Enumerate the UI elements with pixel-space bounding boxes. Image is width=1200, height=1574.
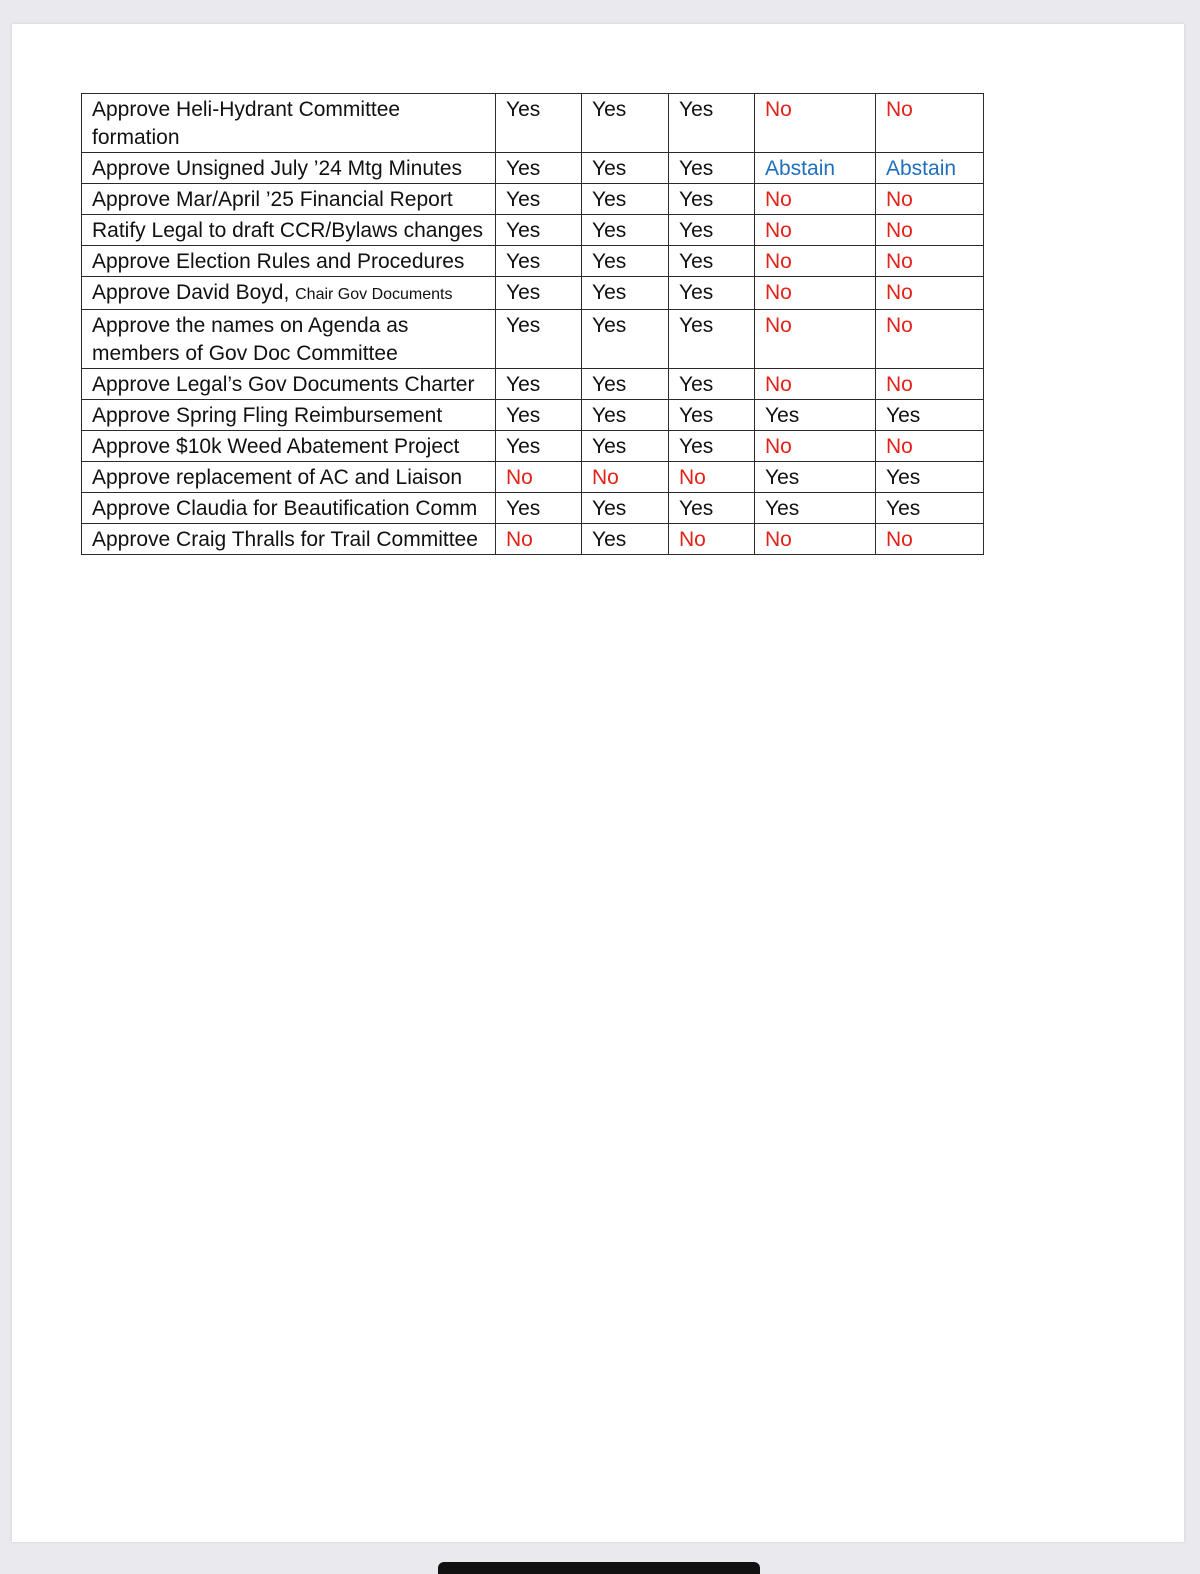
votes-table: [81, 93, 984, 555]
vote-value: No: [886, 219, 913, 242]
vote-cell: [496, 369, 582, 400]
motion-cell: [82, 215, 496, 246]
vote-value: Yes: [506, 281, 541, 304]
vote-cell: [755, 310, 876, 369]
motion-cell: [82, 369, 496, 400]
vote-cell: [669, 94, 755, 153]
vote-cell: [876, 369, 984, 400]
vote-cell: [669, 462, 755, 493]
vote-value: No: [506, 466, 533, 489]
vote-value: Yes: [592, 373, 627, 396]
vote-cell: [669, 246, 755, 277]
vote-value: No: [765, 250, 792, 273]
vote-value: No: [765, 373, 792, 396]
vote-value: Yes: [679, 404, 714, 427]
motion-cell: [82, 94, 496, 153]
vote-cell: [582, 462, 669, 493]
vote-value: Yes: [592, 435, 627, 458]
vote-value: Yes: [592, 188, 627, 211]
motion-text: Ratify Legal to draft CCR/Bylaws changes: [92, 219, 484, 242]
vote-value: Yes: [679, 314, 714, 337]
vote-value: No: [765, 98, 792, 121]
vote-cell: [876, 524, 984, 555]
motion-cell: [82, 462, 496, 493]
vote-cell: [876, 462, 984, 493]
vote-value: No: [886, 250, 913, 273]
vote-value: No: [506, 528, 533, 551]
motion-cell: [82, 493, 496, 524]
table-row: [82, 400, 984, 431]
vote-value: Yes: [506, 373, 541, 396]
table-row: [82, 153, 984, 184]
vote-cell: [755, 493, 876, 524]
vote-value: Yes: [679, 98, 714, 121]
vote-cell: [496, 215, 582, 246]
motion-text: Approve $10k Weed Abatement Project: [92, 435, 460, 458]
vote-value: No: [765, 528, 792, 551]
vote-value: Yes: [679, 281, 714, 304]
vote-cell: [876, 184, 984, 215]
vote-value: No: [679, 466, 706, 489]
vote-cell: [755, 400, 876, 431]
vote-cell: [496, 277, 582, 310]
table-row: [82, 462, 984, 493]
vote-cell: [582, 369, 669, 400]
vote-value: Yes: [679, 373, 714, 396]
vote-cell: [582, 310, 669, 369]
vote-cell: [755, 431, 876, 462]
vote-cell: [496, 153, 582, 184]
vote-cell: [582, 184, 669, 215]
vote-cell: [582, 493, 669, 524]
vote-value: Yes: [592, 497, 627, 520]
vote-value: Yes: [679, 188, 714, 211]
vote-value: Yes: [506, 219, 541, 242]
vote-value: Yes: [592, 528, 627, 551]
vote-value: Yes: [592, 157, 627, 180]
vote-value: No: [765, 188, 792, 211]
vote-value: Yes: [679, 435, 714, 458]
vote-value: No: [765, 314, 792, 337]
vote-cell: [496, 431, 582, 462]
vote-cell: [496, 462, 582, 493]
vote-value: Yes: [886, 497, 921, 520]
vote-cell: [496, 524, 582, 555]
vote-cell: [582, 215, 669, 246]
vote-value: No: [765, 219, 792, 242]
vote-cell: [755, 524, 876, 555]
vote-value: Abstain: [886, 157, 957, 180]
vote-value: Yes: [765, 497, 800, 520]
motion-text: Approve Craig Thralls for Trail Committee: [92, 528, 478, 551]
vote-value: Yes: [592, 404, 627, 427]
motion-cell: [82, 184, 496, 215]
vote-cell: [582, 246, 669, 277]
vote-value: No: [765, 435, 792, 458]
vote-cell: [669, 431, 755, 462]
vote-cell: [669, 153, 755, 184]
vote-value: Yes: [506, 188, 541, 211]
home-indicator: [438, 1562, 760, 1574]
vote-value: No: [886, 528, 913, 551]
vote-value: Yes: [679, 157, 714, 180]
vote-value: Yes: [679, 219, 714, 242]
motion-text: Approve replacement of AC and Liaison: [92, 466, 463, 489]
vote-cell: [755, 369, 876, 400]
motion-text: Approve Unsigned July ’24 Mtg Minutes: [92, 157, 463, 180]
motion-text: Approve the names on Agenda as members of Gov Doc Committee: [92, 314, 409, 365]
motion-cell: [82, 246, 496, 277]
vote-cell: [582, 153, 669, 184]
motion-cell: [82, 431, 496, 462]
motion-text: Approve Mar/April ’25 Financial Report: [92, 188, 453, 211]
vote-value: Yes: [886, 466, 921, 489]
vote-cell: [669, 369, 755, 400]
motion-text: Approve Spring Fling Reimbursement: [92, 404, 443, 427]
vote-cell: [582, 431, 669, 462]
vote-value: Yes: [506, 157, 541, 180]
vote-cell: [582, 524, 669, 555]
vote-cell: [669, 524, 755, 555]
table-row: [82, 215, 984, 246]
vote-value: Yes: [592, 314, 627, 337]
motion-text: Approve Legal’s Gov Documents Charter: [92, 373, 475, 396]
vote-cell: [496, 184, 582, 215]
table-row: [82, 94, 984, 153]
vote-cell: [755, 277, 876, 310]
vote-value: Yes: [592, 219, 627, 242]
vote-value: Abstain: [765, 157, 836, 180]
vote-value: No: [886, 373, 913, 396]
vote-cell: [876, 94, 984, 153]
vote-cell: [669, 310, 755, 369]
vote-cell: [496, 246, 582, 277]
vote-cell: [876, 246, 984, 277]
vote-cell: [582, 277, 669, 310]
vote-value: No: [886, 435, 913, 458]
vote-value: No: [679, 528, 706, 551]
vote-value: Yes: [679, 250, 714, 273]
table-row: [82, 524, 984, 555]
vote-cell: [496, 400, 582, 431]
motion-text: Approve Heli-Hydrant Committee formation: [92, 98, 401, 149]
vote-cell: [496, 310, 582, 369]
table-row: [82, 277, 984, 310]
motion-cell: [82, 400, 496, 431]
vote-cell: [755, 153, 876, 184]
vote-value: No: [886, 98, 913, 121]
vote-value: Yes: [506, 497, 541, 520]
vote-cell: [876, 215, 984, 246]
vote-cell: [755, 184, 876, 215]
vote-cell: [669, 184, 755, 215]
vote-cell: [876, 277, 984, 310]
motion-text: Approve Election Rules and Procedures: [92, 250, 465, 273]
vote-value: Yes: [765, 404, 800, 427]
motion-cell: [82, 277, 496, 310]
vote-cell: [496, 493, 582, 524]
motion-text: Approve Claudia for Beautification Comm: [92, 497, 478, 520]
vote-value: No: [592, 466, 619, 489]
vote-cell: [755, 215, 876, 246]
vote-cell: [669, 277, 755, 310]
vote-value: Yes: [506, 314, 541, 337]
vote-cell: [669, 215, 755, 246]
vote-value: Yes: [592, 98, 627, 121]
document-page: [12, 24, 1184, 1542]
vote-cell: [582, 94, 669, 153]
table-row: [82, 246, 984, 277]
vote-value: No: [886, 188, 913, 211]
table-row: [82, 310, 984, 369]
vote-cell: [755, 246, 876, 277]
vote-value: Yes: [765, 466, 800, 489]
vote-value: Yes: [679, 497, 714, 520]
table-row: [82, 431, 984, 462]
vote-value: Yes: [592, 281, 627, 304]
motion-cell: [82, 524, 496, 555]
motion-cell: [82, 310, 496, 369]
vote-cell: [669, 493, 755, 524]
vote-value: Yes: [506, 250, 541, 273]
vote-value: Yes: [506, 435, 541, 458]
vote-cell: [876, 493, 984, 524]
motion-subtext: Chair Gov Documents: [295, 286, 453, 303]
vote-cell: [876, 310, 984, 369]
vote-cell: [755, 462, 876, 493]
table-row: [82, 493, 984, 524]
vote-value: Yes: [506, 404, 541, 427]
vote-value: Yes: [506, 98, 541, 121]
vote-cell: [582, 400, 669, 431]
vote-cell: [876, 400, 984, 431]
vote-value: Yes: [886, 404, 921, 427]
vote-cell: [496, 94, 582, 153]
table-row: [82, 184, 984, 215]
vote-cell: [755, 94, 876, 153]
table-row: [82, 369, 984, 400]
vote-value: No: [765, 281, 792, 304]
vote-value: Yes: [592, 250, 627, 273]
vote-value: No: [886, 281, 913, 304]
vote-cell: [669, 400, 755, 431]
motion-text: Approve David Boyd,: [92, 281, 296, 304]
vote-cell: [876, 431, 984, 462]
motion-cell: [82, 153, 496, 184]
vote-cell: [876, 153, 984, 184]
vote-value: No: [886, 314, 913, 337]
